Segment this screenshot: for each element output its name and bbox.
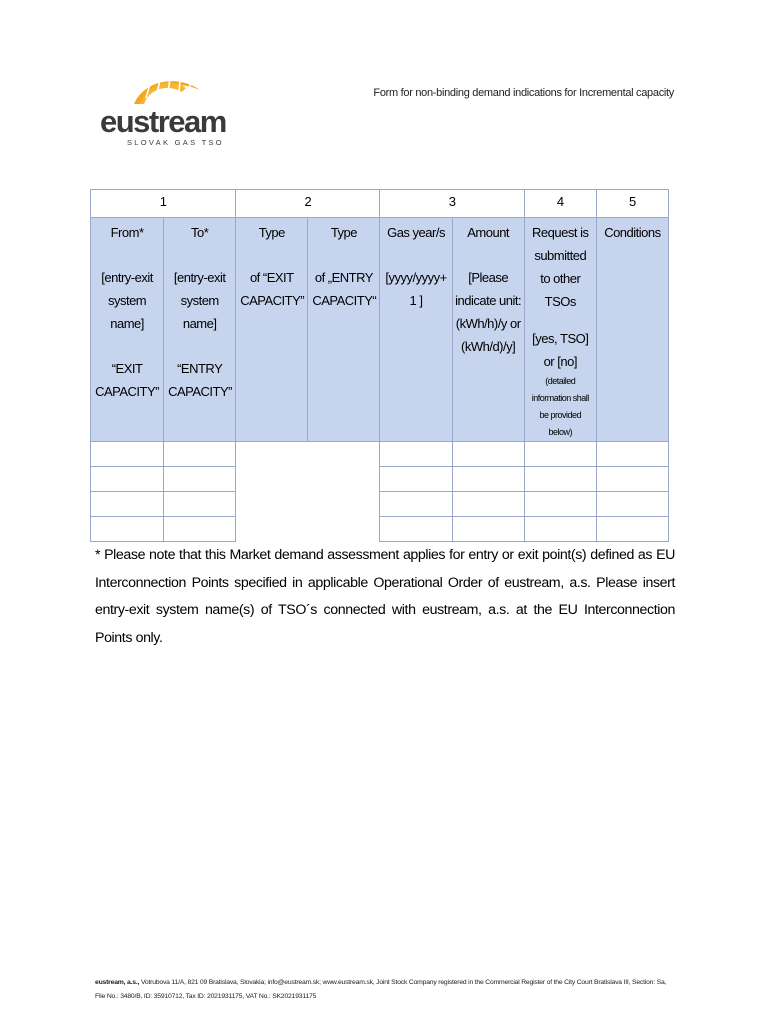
cell-to-input[interactable] xyxy=(164,517,236,542)
header-amount-title: Amount xyxy=(467,225,510,240)
cell-request-input[interactable] xyxy=(524,442,596,467)
header-from-cap: “EXIT CAPACITY” xyxy=(95,361,159,399)
cell-request-input[interactable] xyxy=(524,467,596,492)
header-from xyxy=(91,218,164,442)
form-title: Form for non-binding demand indications for Incremental capacity xyxy=(373,87,674,99)
column-number-4: 4 xyxy=(524,190,596,218)
table-row xyxy=(91,517,669,542)
cell-to-input[interactable] xyxy=(164,492,236,517)
header-to-cap: “ENTRY CAPACITY” xyxy=(168,361,232,399)
cell-from-input[interactable] xyxy=(91,492,164,517)
table-row xyxy=(91,442,669,467)
eustream-logo xyxy=(100,74,226,152)
cell-from-input[interactable] xyxy=(91,467,164,492)
header-amount xyxy=(452,218,524,442)
cell-amount-input[interactable] xyxy=(452,492,524,517)
header-from-title: From* xyxy=(110,225,144,240)
header-gas-year xyxy=(380,218,452,442)
cell-conditions-input[interactable] xyxy=(596,492,668,517)
header-type-entry xyxy=(308,218,380,442)
table-row xyxy=(91,467,669,492)
header-to-title: To* xyxy=(191,225,209,240)
column-number-1: 1 xyxy=(91,190,236,218)
demand-form-table xyxy=(90,189,669,542)
header-request xyxy=(524,218,596,442)
header-type-exit-title: Type xyxy=(258,225,285,240)
header-gas-year-title: Gas year/s xyxy=(387,225,445,240)
header-type-exit-desc: of “EXIT CAPACITY” xyxy=(240,270,305,308)
header-request-title: Request is submitted to other TSOs xyxy=(532,225,589,309)
column-header-row xyxy=(91,218,669,442)
footnote: * Please note that this Market demand assessment applies for entry or exit point(s) defined as EU Interconnection Points specified in applicable Operational Order of eustream, a.s. Please insert entry-exit system name(s) of TSO´s connected with eustream, a.s. at the EU Interconnection Points only. xyxy=(95,547,675,646)
empty-area xyxy=(236,442,380,542)
cell-from-input[interactable] xyxy=(91,517,164,542)
header-type-exit xyxy=(236,218,308,442)
cell-amount-input[interactable] xyxy=(452,517,524,542)
column-number-5: 5 xyxy=(596,190,668,218)
cell-from-input[interactable] xyxy=(91,442,164,467)
header-to xyxy=(164,218,236,442)
header-conditions xyxy=(596,218,668,442)
header-from-desc: [entry-exit system name] xyxy=(101,270,153,331)
header-amount-desc: [Please indicate unit: (kWh/h)/y or (kWh/d)/y] xyxy=(455,270,522,354)
cell-gas-year-input[interactable] xyxy=(380,517,452,542)
column-number-row xyxy=(91,190,669,218)
footer-company: eustream, a.s., xyxy=(95,979,140,986)
cell-to-input[interactable] xyxy=(164,442,236,467)
cell-conditions-input[interactable] xyxy=(596,517,668,542)
cell-gas-year-input[interactable] xyxy=(380,467,452,492)
table-row xyxy=(91,492,669,517)
column-number-3: 3 xyxy=(380,190,524,218)
page-footer xyxy=(95,976,675,1004)
cell-amount-input[interactable] xyxy=(452,467,524,492)
cell-conditions-input[interactable] xyxy=(596,442,668,467)
column-number-2: 2 xyxy=(236,190,380,218)
header-to-desc: [entry-exit system name] xyxy=(173,270,226,331)
footer-details: Votrubova 11/A, 821 09 Bratislava, Slovakia; info@eustream.sk; www.eustream.sk, Joint Stock Company registered in the Commercial Register of the City Court Bratislava III, Section: Sa, File No.: 3480/B, ID: 35910712, Tax ID: 2021931175, VAT No.: SK2021931175 xyxy=(95,979,667,1000)
header-gas-year-desc: [yyyy/yyyy+1 ] xyxy=(385,270,447,308)
cell-request-input[interactable] xyxy=(524,517,596,542)
header-conditions-title: Conditions xyxy=(604,225,661,240)
logo-wordmark: eustream xyxy=(100,104,226,139)
header-type-entry-title: Type xyxy=(330,225,357,240)
header-request-note: (detailed information shall be provided below) xyxy=(531,376,589,437)
header-request-desc: [yes, TSO] or [no] xyxy=(532,331,589,369)
cell-gas-year-input[interactable] xyxy=(380,442,452,467)
cell-request-input[interactable] xyxy=(524,492,596,517)
cell-amount-input[interactable] xyxy=(452,442,524,467)
cell-gas-year-input[interactable] xyxy=(380,492,452,517)
logo-tagline: SLOVAK GAS TSO xyxy=(127,138,224,147)
cell-conditions-input[interactable] xyxy=(596,467,668,492)
header-type-entry-desc: of „ENTRY CAPACITY“ xyxy=(312,270,377,308)
cell-to-input[interactable] xyxy=(164,467,236,492)
